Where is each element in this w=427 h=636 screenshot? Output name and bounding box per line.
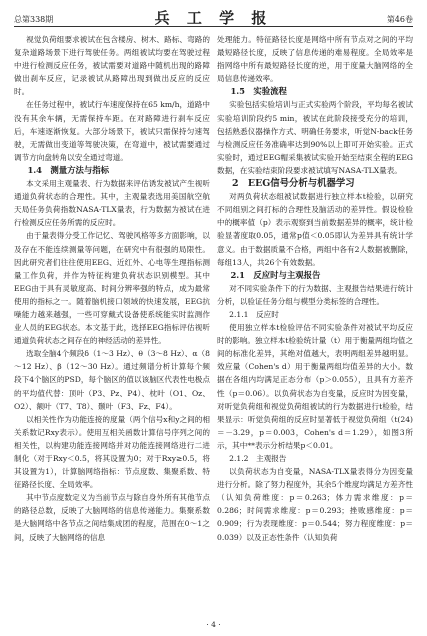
body-paragraph: 选取全脑4个频段δ（1～3 Hz）、θ（3～8 Hz）、α（8～12 Hz）、β（12～30 Hz）。通过频谱分析计算每个频段下4个脑区的PSD，每个脑区的值以该脑区代表性电极点的平均值代替：顶叶（P3、Pz、P4）、枕叶（O1、Oz、O2）、额叶（T7、T8）、颞叶（F3、Fz、F4）。 [14,349,210,411]
body-paragraph: 以相关性作为功能连接的度量（两个信号x和y之间的相关系数记Rxy表示）。使用互相关函数计算信号序列之间的相关性，以构建功能连接网络并对功能连接网络进行二进制化（对于Rxy＜0.5，将其设置为0；对于Rxy≥0.5，将其设置为1），计算脑网络指标：节点度数、集聚系数、特征路径长度、全局效率。 [14,414,210,490]
subsubsection-heading: 2.1.1 反应时 [229,309,279,319]
left-column [14,33,210,544]
body-paragraph: 其中节点度数定义为当前节点与除自身外所有其他节点的路径总数，反映了大脑网络的信息传递能力。集聚系数是大脑网络中各节点之间结集成团的程度，范围在0～1之间，反映了大脑网络的信息 [14,493,210,542]
body-paragraph: 使用独立样本t检验评估不同实验条件对被试平均反应时的影响。独立样本t检验统计量（t）用于衡量两组均值之间的标准化差异，其绝对值越大，表明两组差异越明显。效应量（Cohen's d）用于衡量两组均值差异的大小。数据在各组内均满足正态分布（p＞0.055），且具有方差齐性（p＝0.06）。以负荷状态为自变量，反应时为因变量，对听觉负荷组和视觉负荷组被试的行为数据进行t检验，结果显示：听觉负荷组的反应时显著低于视觉负荷组（t(24)＝－3.29，p＝0.003，Cohen's d＝1.29），如图3所示，其中**表示分析结果p＜0.01。 [217,323,413,450]
body-paragraph: 视觉负荷组要求被试在包含楼房、树木、路标、弯路的复杂道路场景下进行驾驶任务。两组被试均要在驾驶过程中进行检测反应任务，被试需要对道路中随机出现的路障做出刹车反应，记录被试从路障出现到做出反应的反应时。 [14,35,210,97]
issue-number: 总第338期 [14,15,54,24]
running-header [14,6,413,28]
body-paragraph: 对不同实验条件下的行为数据、主观报告结果进行统计分析，以验证任务分组与模型分类标签的合理性。 [217,283,413,306]
body-paragraph: 本文采用主观量表、行为数据来评估诱发被试产生视听通道负荷状态的合理性。其中，主观量表选用美国航空航天局任务负荷指数NASA-TLX量表，行为数据为被试在进行检测反应任务所需的反应时。 [14,179,210,228]
right-column [217,33,413,544]
subsubsection-heading: 2.1.2 主观报告 [229,454,287,463]
page-number: · 4 · [206,620,221,629]
body-paragraph: 在任务过程中，被试行车速度保持在65 km/h，道路中没有其余车辆，无需保持车距。在对路障进行刹车反应后，车速逐渐恢复。大部分场景下，被试只需保持匀速驾驶，无需做出变道等驾驶决策，在弯道中，被试需要通过调节方向盘转角以安全通过弯道。 [14,100,210,162]
body-paragraph: 对两负荷状态组被试数据进行独立样本t检验，以研究不同组别之间打标的合理性及脑活动的差异性。假设检验中的概率值（p）表示观察到当前数据差异的概率，统计检验显著度取0.05，通常p值＜0.05即认为差异具有统计学意义。由于数据质量不合格，两组中各有2人数据被删除，每组13人，共26个有效数据。 [217,192,413,267]
section-heading: 2 EEG信号分析与机器学习 [232,178,355,190]
body-paragraph: 以负荷状态为自变量，NASA-TLX量表得分为因变量进行分析。除了努力程度外，其余5个维度均满足方差齐性（认知负荷维度：p＝0.263；体力需求维度：p＝0.286；时间需求维度：p＝0.293；挫败感维度：p＝0.909；行为表现维度：p＝0.544；努力程度维度：p＝0.039）以及正态性条件（认知负荷 [217,467,413,542]
subsection-heading: 1.4 测量方法与指标 [27,164,110,175]
body-paragraph: 实验包括实验培训与正式实验两个阶段，平均每名被试实验培训阶段约5 min，被试在此阶段接受充分的培训，包括熟悉仪器操作方式、明确任务要求，听觉N-back任务与检测反应任务准确率达到90%以上即可开始实验。正式实验时，通过EEG帽采集被试实验开始至结束全程的EEG数据，在实验结束阶段要求被试填写NASA-TLX量表。 [217,100,413,175]
volume-number: 第46卷 [386,15,413,24]
journal-title: 兵 工 学 报 [154,9,273,27]
body-paragraph: 由于量表得分受工作记忆、驾驶风格等多方面影响，以及存在不能连续测量等问题，在研究中有很强的局限性。因此研究者们往往使用EEG、近红外、心电等生理指标测量工作负荷，并作为特征构建负荷状态识别模型。其中EEG由于具有灵敏度高、时间分辨率强的特点，成为最常使用的指标之一。随着脑机接口领域的快速发展，EEG抗噪能力越来越强，一些可穿戴式设备使系统能实时监测作业人员的EEG状态。本文基于此，选择EEG指标评估视听通道负荷状态之间存在的神经活动的差异性。 [14,231,210,346]
body-paragraph: 处理能力。特征路径长度是网络中所有节点对之间的平均最短路径长度，反映了信息传递的难易程度。全局效率是指网络中所有最短路径长度的逆，用于度量大脑网络的全局信息传递效率。 [217,35,413,84]
subsection-heading: 2.1 反应时与主观报告 [230,269,321,280]
subsection-heading: 1.5 实验流程 [230,86,287,97]
header-rule [14,26,413,27]
